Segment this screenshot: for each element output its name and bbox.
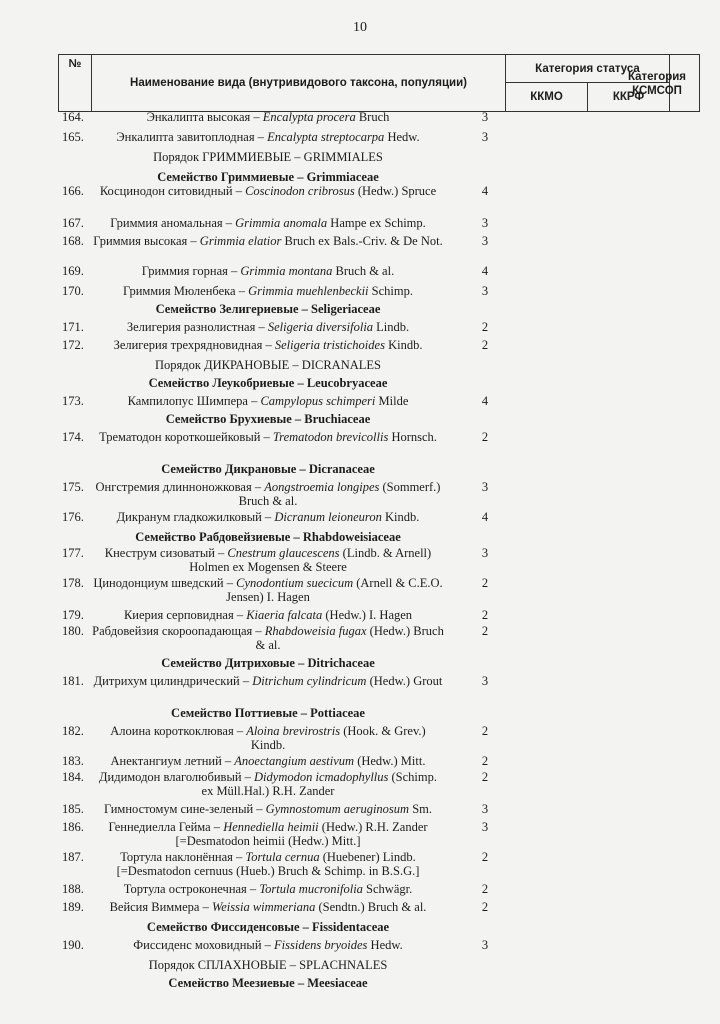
kkmo-category: 3 <box>481 820 489 834</box>
species-number: 167. <box>62 216 84 230</box>
family-heading: Семейство Фиссиденсовые – Fissidentaceae <box>146 920 390 934</box>
species-author: (Arnell & C.E.O. Jensen) I. Hagen <box>226 576 443 604</box>
header-kkmo: ККМО <box>505 83 587 111</box>
kkmo-category: 3 <box>481 546 489 560</box>
species-number: 174. <box>62 430 84 444</box>
species-author: Lindb. <box>373 320 410 334</box>
species-number: 187. <box>62 850 84 864</box>
species-author: Kindb. <box>384 338 423 352</box>
species-author: (Hook. & Grev.) Kindb. <box>250 724 426 752</box>
species-number: 177. <box>62 546 84 560</box>
family-heading: Семейство Рабдовейзиевые – Rhabdoweisiaceae <box>135 530 401 544</box>
kkmo-category: 4 <box>481 264 489 278</box>
species-name <box>92 802 444 816</box>
header-species-name: Наименование вида (внутривидового таксона, популяции) <box>91 55 505 111</box>
species-russian-name: Рабдовейзия скороопадающая – <box>92 624 265 638</box>
family-heading: Семейство Зелигериевые – Seligeriaceae <box>155 302 381 316</box>
species-russian-name: Дикранум гладкожилковый – <box>116 510 275 524</box>
family-heading: Семейство Брухиевые – Bruchiaceae <box>165 412 371 426</box>
species-latin-name: Tortula mucronifolia <box>259 882 363 896</box>
kkmo-category: 2 <box>481 608 489 622</box>
kkmo-category: 2 <box>481 770 489 784</box>
species-latin-name: Trematodon brevicollis <box>272 430 389 444</box>
species-number: 186. <box>62 820 84 834</box>
species-author: (Hedw.) Spruce <box>354 184 437 198</box>
species-number: 188. <box>62 882 84 896</box>
kkmo-category: 2 <box>481 724 489 738</box>
species-author: Bruch ex Bals.-Criv. & De Not. <box>281 234 443 248</box>
kkmo-category: 2 <box>481 430 489 444</box>
species-name <box>92 608 444 622</box>
species-author: Sm. <box>409 802 433 816</box>
species-latin-name: Encalypta streptocarpa <box>267 130 385 144</box>
species-number: 173. <box>62 394 84 408</box>
species-latin-name: Kiaeria falcata <box>246 608 323 622</box>
kkmo-category: 3 <box>481 802 489 816</box>
species-latin-name: Aongstroemia longipes <box>264 480 380 494</box>
header-status-category: Категория статуса <box>505 55 669 83</box>
species-number: 179. <box>62 608 84 622</box>
species-number: 178. <box>62 576 84 590</box>
species-russian-name: Цинодонциум шведский – <box>93 576 237 590</box>
species-number: 166. <box>62 184 84 198</box>
species-author: (Hedw.) R.H. Zander [=Desmatodon heimii (Hedw.) Mitt.] <box>175 820 428 848</box>
species-name <box>92 674 444 688</box>
species-number: 182. <box>62 724 84 738</box>
species-author: (Hedw.) Bruch & al. <box>255 624 444 652</box>
kkmo-category: 2 <box>481 850 489 864</box>
species-number: 168. <box>62 234 84 248</box>
species-name <box>92 216 444 230</box>
family-heading: Семейство Поттиевые – Pottiaceae <box>171 706 365 720</box>
species-number: 185. <box>62 802 84 816</box>
species-russian-name: Дидимодон влаголюбивый – <box>99 770 255 784</box>
kkmo-category: 3 <box>481 674 489 688</box>
species-number: 176. <box>62 510 84 524</box>
header-kkrf: ККРФ <box>587 83 669 111</box>
kkmo-category: 2 <box>481 576 489 590</box>
species-russian-name: Зелигерия трехрядновидная – <box>113 338 275 352</box>
species-author: Hampe ex Schimp. <box>327 216 426 230</box>
species-name <box>92 754 444 768</box>
species-latin-name: Hennediella heimii <box>223 820 319 834</box>
species-russian-name: Анектангиум летний – <box>110 754 235 768</box>
species-number: 169. <box>62 264 84 278</box>
species-number: 190. <box>62 938 84 952</box>
species-author: (Hedw.) Grout <box>366 674 443 688</box>
species-latin-name: Rhabdoweisia fugax <box>264 624 367 638</box>
family-heading: Семейство Меезиевые – Meesiaceae <box>168 976 368 990</box>
species-name <box>92 820 444 848</box>
species-author: Bruch <box>355 110 390 124</box>
species-name <box>92 624 444 652</box>
species-name <box>92 576 444 604</box>
kkmo-category: 4 <box>481 394 489 408</box>
species-russian-name: Гриммия аномальная – <box>110 216 236 230</box>
kkmo-category: 3 <box>481 216 489 230</box>
species-russian-name: Дитрихум цилиндрический – <box>93 674 253 688</box>
species-author: Schimp. <box>368 284 413 298</box>
kkmo-category: 3 <box>481 130 489 144</box>
species-latin-name: Dicranum leioneuron <box>274 510 382 524</box>
species-number: 183. <box>62 754 84 768</box>
species-author: (Schimp. ex Müll.Hal.) R.H. Zander <box>201 770 437 798</box>
family-heading: Семейство Дикрановые – Dicranaceae <box>161 462 375 476</box>
species-name <box>92 110 444 124</box>
species-author: Bruch & al. <box>332 264 395 278</box>
species-author: Hornsch. <box>388 430 437 444</box>
header-number: № <box>68 58 82 70</box>
species-name <box>92 234 444 248</box>
species-russian-name: Трематодон короткошейковый – <box>99 430 273 444</box>
species-latin-name: Gymnostomum aeruginosum <box>265 802 410 816</box>
species-latin-name: Seligeria diversifolia <box>267 320 374 334</box>
species-russian-name: Косцинодон ситовидный – <box>99 184 246 198</box>
species-number: 181. <box>62 674 84 688</box>
species-latin-name: Grimmia anomala <box>235 216 328 230</box>
kkmo-category: 3 <box>481 284 489 298</box>
header-ksmsop: Категория КСМСОП <box>627 71 687 97</box>
species-latin-name: Cnestrum glaucescens <box>227 546 340 560</box>
species-russian-name: Алоина короткоклювая – <box>110 724 247 738</box>
species-russian-name: Гриммия высокая – <box>93 234 200 248</box>
species-author: Hedw. <box>384 130 420 144</box>
species-number: 172. <box>62 338 84 352</box>
family-heading: Семейство Гриммиевые – Grimmiaceae <box>157 170 379 184</box>
species-name <box>92 264 444 278</box>
species-latin-name: Anoectangium aestivum <box>234 754 355 768</box>
species-author: (Hedw.) I. Hagen <box>322 608 413 622</box>
species-name <box>92 510 444 524</box>
species-author: (Sommerf.) Bruch & al. <box>238 480 441 508</box>
species-name <box>92 546 444 574</box>
species-russian-name: Онгстремия длинноножковая – <box>95 480 265 494</box>
species-latin-name: Seligeria tristichoides <box>274 338 385 352</box>
species-author: Milde <box>375 394 409 408</box>
species-russian-name: Тортула остроконечная – <box>123 882 260 896</box>
species-author: Kindb. <box>381 510 420 524</box>
species-russian-name: Энкалипта завитоплодная – <box>116 130 268 144</box>
species-russian-name: Кнеструм сизоватый – <box>104 546 228 560</box>
species-name <box>92 770 444 798</box>
species-number: 180. <box>62 624 84 638</box>
table-header <box>58 54 700 112</box>
species-latin-name: Grimmia elatior <box>199 234 282 248</box>
species-russian-name: Тортула наклонённая – <box>120 850 246 864</box>
species-latin-name: Weissia wimmeriana <box>211 900 316 914</box>
species-number: 164. <box>62 110 84 124</box>
kkmo-category: 4 <box>481 510 489 524</box>
kkmo-category: 2 <box>481 754 489 768</box>
species-latin-name: Coscinodon cribrosus <box>245 184 355 198</box>
species-russian-name: Геннедиелла Гейма – <box>108 820 224 834</box>
family-heading: Семейство Леукобриевые – Leucobryaceae <box>148 376 388 390</box>
species-name <box>92 938 444 952</box>
species-latin-name: Ditrichum cylindricum <box>252 674 367 688</box>
species-latin-name: Aloina brevirostris <box>246 724 341 738</box>
family-heading: Семейство Дитриховые – Ditrichaceae <box>161 656 375 670</box>
order-heading: Порядок СПЛАХНОВЫЕ – SPLACHNALES <box>148 958 388 972</box>
species-name <box>92 850 444 878</box>
species-russian-name: Гриммия Мюленбека – <box>123 284 249 298</box>
species-number: 165. <box>62 130 84 144</box>
species-latin-name: Grimmia muehlenbeckii <box>248 284 369 298</box>
species-russian-name: Вейсия Виммера – <box>109 900 212 914</box>
species-latin-name: Campylopus schimperi <box>260 394 376 408</box>
species-latin-name: Didymodon icmadophyllus <box>254 770 389 784</box>
kkmo-category: 2 <box>481 624 489 638</box>
species-name <box>92 882 444 896</box>
species-latin-name: Fissidens bryoides <box>274 938 368 952</box>
species-latin-name: Encalypta procera <box>262 110 356 124</box>
species-latin-name: Cynodontium suecicum <box>236 576 354 590</box>
species-name <box>92 724 444 752</box>
species-latin-name: Grimmia montana <box>240 264 333 278</box>
kkmo-category: 2 <box>481 338 489 352</box>
species-russian-name: Киерия серповидная – <box>123 608 247 622</box>
species-russian-name: Гимностомум сине-зеленый – <box>103 802 266 816</box>
species-author: (Huebener) Lindb. [=Desmatodon cernuus (Hueb.) Bruch & Schimp. in B.S.G.] <box>116 850 420 878</box>
species-name <box>92 284 444 298</box>
species-russian-name: Зелигерия разнолистная – <box>126 320 268 334</box>
kkmo-category: 4 <box>481 184 489 198</box>
species-author: (Sendtn.) Bruch & al. <box>315 900 427 914</box>
kkmo-category: 2 <box>481 320 489 334</box>
kkmo-category: 3 <box>481 938 489 952</box>
species-name <box>92 184 444 198</box>
species-name <box>92 338 444 352</box>
kkmo-category: 3 <box>481 110 489 124</box>
species-name <box>92 130 444 144</box>
kkmo-category: 3 <box>481 480 489 494</box>
species-author: Schwägr. <box>362 882 413 896</box>
species-author: Hedw. <box>367 938 403 952</box>
species-number: 184. <box>62 770 84 784</box>
species-latin-name: Tortula cernua <box>245 850 320 864</box>
species-name <box>92 480 444 508</box>
species-number: 170. <box>62 284 84 298</box>
species-author: (Hedw.) Mitt. <box>354 754 426 768</box>
species-name <box>92 320 444 334</box>
species-russian-name: Фиссиденс моховидный – <box>133 938 275 952</box>
kkmo-category: 3 <box>481 234 489 248</box>
kkmo-category: 2 <box>481 900 489 914</box>
order-heading: Порядок ДИКРАНОВЫЕ – DICRANALES <box>155 358 381 372</box>
species-number: 171. <box>62 320 84 334</box>
species-number: 189. <box>62 900 84 914</box>
species-name <box>92 900 444 914</box>
species-russian-name: Энкалипта высокая – <box>146 110 263 124</box>
order-heading: Порядок ГРИММИЕВЫЕ – GRIMMIALES <box>153 150 383 164</box>
species-author: (Lindb. & Arnell) Holmen ex Mogensen & Steere <box>189 546 432 574</box>
species-number: 175. <box>62 480 84 494</box>
species-russian-name: Гриммия горная – <box>141 264 241 278</box>
species-name <box>92 430 444 444</box>
kkmo-category: 2 <box>481 882 489 896</box>
page-number: 10 <box>353 20 367 35</box>
species-name <box>92 394 444 408</box>
species-russian-name: Кампилопус Шимпера – <box>127 394 261 408</box>
